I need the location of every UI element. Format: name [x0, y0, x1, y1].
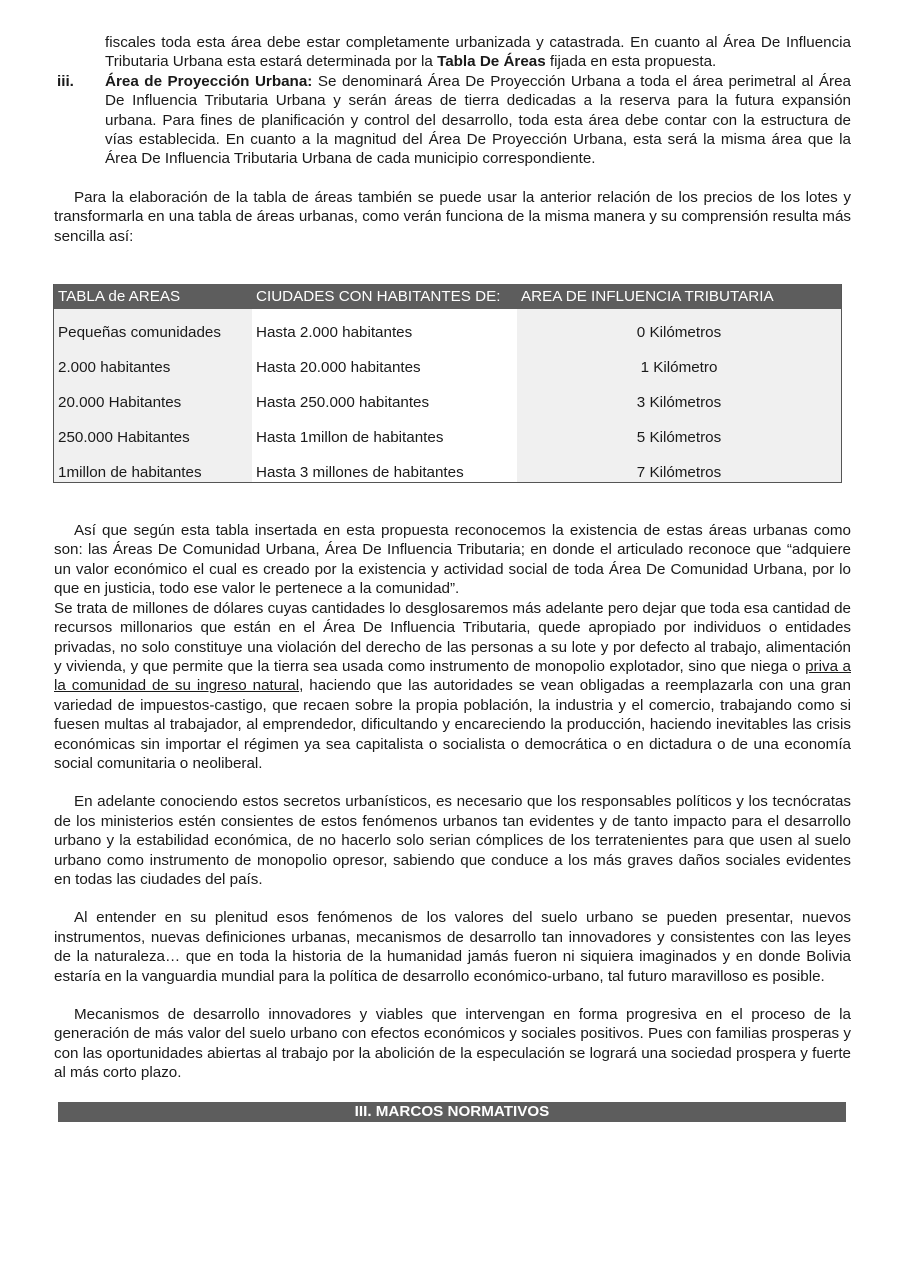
- cell-distance: 5 Kilómetros: [517, 412, 842, 447]
- section-heading-marcos-normativos: III. MARCOS NORMATIVOS: [58, 1102, 846, 1122]
- document-page: [54, 33, 851, 1122]
- cell-category: 20.000 Habitantes: [54, 377, 253, 412]
- header-area-influencia: AREA DE INFLUENCIA TRIBUTARIA: [517, 284, 842, 309]
- table-row: [54, 377, 842, 412]
- continuation-text: fiscales toda esta área debe estar completamente urbanizada y catastrada. En cuanto al Área De Influencia Tributaria Urbana esta estará determinada por la: [105, 34, 851, 71]
- table-header-row: [54, 284, 842, 309]
- cell-category: 1millon de habitantes: [54, 447, 253, 483]
- list-item-iii: [57, 72, 851, 169]
- spacer: [54, 1083, 851, 1102]
- spacer: [54, 773, 851, 792]
- spacer: [54, 889, 851, 908]
- list-item-body: Se denominará Área De Proyección Urbana a toda el área perimetral al Área De Influencia Tributaria Urbana y serán áreas de tierra dedicadas a la reserva para la futura expansión urbana. Para fines de planificación y control del desarrollo, toda esta área debe contar con la estructura de vías establecida. En cuanto a la magnitud del Área De Proyección Urbana, esta será la misma área que la Área De Influencia Tributaria Urbana de cada municipio correspondiente.: [105, 72, 851, 168]
- cell-population: Hasta 2.000 habitantes: [252, 309, 517, 342]
- paragraph-text-end: , haciendo que las autoridades se vean obligadas a reemplazarla con una gran variedad de impuestos-castigo, que recaen sobre la propia población, la industria y el comercio, trabajando como si fuesen multas al trabajador, al emprendedor, dificultando y encareciendo la producción, haciendo inevitables las crisis económicas sin importar el régimen ya sea capitalista o socialista o democrática o en dictadura o de una economía social comunitaria o neoliberal.: [54, 677, 851, 772]
- header-tabla-de-areas: TABLA de AREAS: [54, 284, 253, 309]
- table-row: [54, 412, 842, 447]
- continuation-paragraph: [105, 33, 851, 72]
- list-item-title: Área de Proyección Urbana:: [105, 72, 313, 90]
- paragraph-secretos-urbanisticos: En adelante conociendo estos secretos urbanísticos, es necesario que los responsables políticos y los tecnócratas de los ministerios estén consientes de estos fenómenos urbanos tan evidentes y de tanto impacto para el desarrollo urbano y la estabilidad económica, de no hacerlo solo serian cómplices de los terratenientes para que usen al suelo urbano como instrumento de monopolio opresor, sabiendo que conduce a los más graves daños sociales evidentes en todas las ciudades del país.: [54, 793, 851, 888]
- header-ciudades: CIUDADES CON HABITANTES DE:: [252, 284, 517, 309]
- tabla-de-areas-bold: Tabla De Áreas: [437, 53, 546, 71]
- table-row: [54, 309, 842, 342]
- spacer: [54, 246, 851, 284]
- cell-population: Hasta 20.000 habitantes: [252, 342, 517, 377]
- intro-paragraph: Para la elaboración de la tabla de áreas también se puede usar la anterior relación de los precios de los lotes y transformarla en una tabla de áreas urbanas, como verán funciona de la misma manera y su comprensión resulta más sencilla así:: [54, 188, 851, 245]
- paragraph-text: Se trata de millones de dólares cuyas cantidades lo desglosaremos más adelante pero dejar que toda esa cantidad de recursos millonarios que están en el Área De Influencia Tributaria, quede apropiado por individuos o entidades privadas, no solo constituye una violación del derecho de las personas a su lote y por defecto al trabajo, alimentación y vivienda, y que permite que la tierra sea usada como instrumento de monopolio explotador, sino que niega o: [54, 599, 852, 675]
- continuation-text-end: fijada en esta propuesta.: [545, 53, 717, 71]
- cell-distance: 7 Kilómetros: [517, 447, 842, 483]
- cell-category: 250.000 Habitantes: [54, 412, 253, 447]
- spacer: [54, 986, 851, 1005]
- table-row: [54, 447, 842, 483]
- cell-category: Pequeñas comunidades: [54, 309, 253, 342]
- underlined-phrase: priva a la comunidad de su ingreso natural: [54, 657, 851, 695]
- paragraph-mecanismos: Mecanismos de desarrollo innovadores y viables que intervengan en forma progresiva en el proceso de la generación de más valor del suelo urbano con efectos económicos y sociales positivos. Pues con familias prosperas y con las oportunidades abiertas al trabajo por la abolición de la especulación se logrará una sociedad prospera y fuerte al más corto plazo.: [54, 1006, 851, 1082]
- spacer: [54, 483, 851, 521]
- cell-distance: 3 Kilómetros: [517, 377, 842, 412]
- cell-category: 2.000 habitantes: [54, 342, 253, 377]
- paragraph-areas-urbanas: Así que según esta tabla insertada en esta propuesta reconocemos la existencia de estas áreas urbanas como son: las Áreas De Comunidad Urbana, Área De Influencia Tributaria; en donde el articulado reconoce que “adquiere un valor económico el cual es creado por la existencia y actividad social de toda Área De Comunidad Urbana, por lo que en justicia, todo ese valor le pertenece a la comunidad”.: [54, 522, 851, 598]
- paragraph-plenitud: Al entender en su plenitud esos fenómenos de los valores del suelo urbano se pueden presentar, nuevos instrumentos, nuevas definiciones urbanas, mecanismos de desarrollo tan innovadores y consistentes con las leyes de la naturaleza… que en toda la historia de la humanidad jamás fueron ni siquiera imaginados y en donde Bolivia estaría en la vanguardia mundial para la política de desarrollo económico-urbano, tal futuro maravilloso es posible.: [54, 909, 851, 985]
- list-marker: iii.: [57, 72, 74, 90]
- paragraph-millones-dolares: [54, 599, 851, 774]
- cell-distance: 0 Kilómetros: [517, 309, 842, 342]
- spacer: [54, 169, 851, 188]
- areas-table: [53, 284, 842, 483]
- cell-population: Hasta 1millon de habitantes: [252, 412, 517, 447]
- cell-distance: 1 Kilómetro: [517, 342, 842, 377]
- table-row: [54, 342, 842, 377]
- list-item-text: [105, 72, 851, 169]
- cell-population: Hasta 3 millones de habitantes: [252, 447, 517, 483]
- cell-population: Hasta 250.000 habitantes: [252, 377, 517, 412]
